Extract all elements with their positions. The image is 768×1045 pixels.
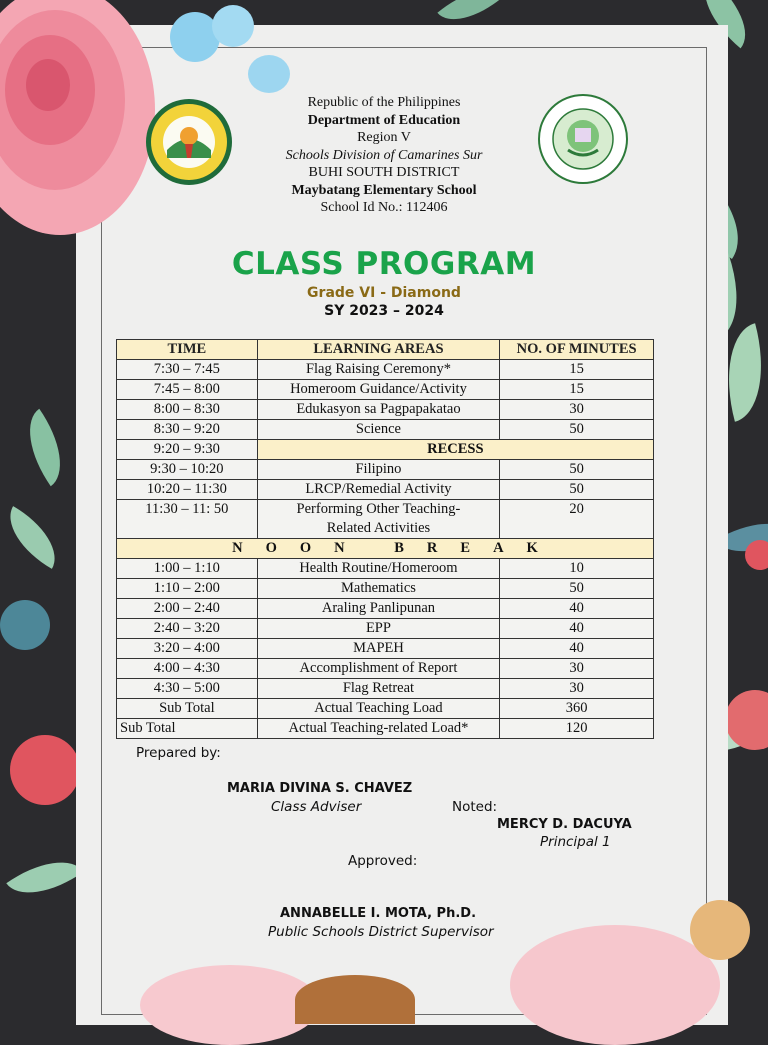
time-cell: 8:00 – 8:30 bbox=[117, 400, 258, 420]
area-cell: Flag Raising Ceremony* bbox=[257, 360, 500, 380]
time-cell: 3:20 – 4:00 bbox=[117, 639, 258, 659]
approved-label: Approved: bbox=[348, 853, 418, 869]
minutes-cell: 30 bbox=[500, 659, 654, 679]
column-header-time: TIME bbox=[117, 340, 258, 360]
grade-section: Grade VI - Diamond bbox=[307, 285, 461, 301]
principal-name: MERCY D. DACUYA bbox=[497, 817, 632, 832]
table-row bbox=[117, 579, 654, 599]
area-cell: Flag Retreat bbox=[257, 679, 500, 699]
area-cell: EPP bbox=[257, 619, 500, 639]
table-row bbox=[117, 500, 654, 539]
red-flower-decoration bbox=[10, 735, 80, 805]
blue-flower-decoration bbox=[212, 5, 254, 47]
column-header-learning-areas: LEARNING AREAS bbox=[257, 340, 500, 360]
area-line: Performing Other Teaching- bbox=[296, 501, 461, 517]
leaf-decoration bbox=[0, 506, 69, 569]
table-row bbox=[117, 460, 654, 480]
minutes-cell: 50 bbox=[500, 460, 654, 480]
table-row bbox=[117, 480, 654, 500]
pink-rose-decoration bbox=[140, 965, 320, 1045]
header-school: Maybatang Elementary School bbox=[291, 182, 477, 198]
header-department: Department of Education bbox=[307, 112, 461, 128]
time-cell: 2:00 – 2:40 bbox=[117, 599, 258, 619]
area-line: Related Activities bbox=[326, 520, 431, 536]
subtotal-row bbox=[117, 699, 654, 719]
area-cell: Edukasyon sa Pagpapakatao bbox=[257, 400, 500, 420]
minutes-cell: 10 bbox=[500, 559, 654, 579]
table-row bbox=[117, 659, 654, 679]
area-cell: Homeroom Guidance/Activity bbox=[257, 380, 500, 400]
minutes-cell: 15 bbox=[500, 380, 654, 400]
time-cell: 4:30 – 5:00 bbox=[117, 679, 258, 699]
header-region: Region V bbox=[357, 130, 411, 145]
area-cell: Araling Panlipunan bbox=[257, 599, 500, 619]
noon-break-row bbox=[117, 539, 654, 559]
leaf-decoration bbox=[6, 843, 83, 912]
supervisor-title: Public Schools District Supervisor bbox=[268, 924, 494, 940]
supervisor-name: ANNABELLE I. MOTA, Ph.D. bbox=[280, 906, 477, 921]
table-row bbox=[117, 559, 654, 579]
page-title: CLASS PROGRAM bbox=[231, 246, 537, 282]
red-flower-decoration bbox=[745, 540, 768, 570]
table-row bbox=[117, 679, 654, 699]
class-schedule-table bbox=[116, 339, 654, 739]
noon-break-label: NOON BREAK bbox=[117, 539, 654, 559]
minutes-cell: 120 bbox=[500, 719, 654, 739]
pink-rose-decoration bbox=[510, 925, 720, 1045]
principal-title: Principal 1 bbox=[540, 834, 611, 850]
time-cell: 7:45 – 8:00 bbox=[117, 380, 258, 400]
header-republic: Republic of the Philippines bbox=[307, 95, 461, 110]
adviser-title: Class Adviser bbox=[271, 799, 362, 815]
leaf-decoration bbox=[690, 900, 750, 960]
area-cell: Mathematics bbox=[257, 579, 500, 599]
minutes-cell: 50 bbox=[500, 579, 654, 599]
time-cell: 4:00 – 4:30 bbox=[117, 659, 258, 679]
subtotal-label: Sub Total bbox=[117, 719, 258, 739]
table-row bbox=[117, 639, 654, 659]
minutes-cell: 30 bbox=[500, 400, 654, 420]
area-cell: Science bbox=[257, 420, 500, 440]
minutes-cell: 360 bbox=[500, 699, 654, 719]
recess-row bbox=[117, 440, 654, 460]
time-cell: 1:10 – 2:00 bbox=[117, 579, 258, 599]
prepared-by-label: Prepared by: bbox=[136, 745, 221, 761]
header-district: BUHI SOUTH DISTRICT bbox=[308, 165, 460, 180]
area-cell: Actual Teaching-related Load* bbox=[257, 719, 500, 739]
table-row bbox=[117, 380, 654, 400]
table-row bbox=[117, 599, 654, 619]
subtotal-row bbox=[117, 719, 654, 739]
table-row bbox=[117, 400, 654, 420]
subtotal-label: Sub Total bbox=[117, 699, 258, 719]
noted-label: Noted: bbox=[452, 799, 498, 815]
area-cell: LRCP/Remedial Activity bbox=[257, 480, 500, 500]
table-header-row bbox=[117, 340, 654, 360]
area-cell: Filipino bbox=[257, 460, 500, 480]
leaf-decoration bbox=[0, 600, 50, 650]
document-header bbox=[0, 94, 768, 217]
area-cell bbox=[257, 500, 500, 539]
time-cell: 1:00 – 1:10 bbox=[117, 559, 258, 579]
header-school-id: School Id No.: 112406 bbox=[320, 200, 448, 215]
recess-label: RECESS bbox=[257, 440, 653, 460]
minutes-cell: 50 bbox=[500, 420, 654, 440]
area-cell: Actual Teaching Load bbox=[257, 699, 500, 719]
header-division: Schools Division of Camarines Sur bbox=[285, 147, 483, 163]
table-row bbox=[117, 360, 654, 380]
time-cell: 7:30 – 7:45 bbox=[117, 360, 258, 380]
time-cell: 2:40 – 3:20 bbox=[117, 619, 258, 639]
minutes-cell: 40 bbox=[500, 599, 654, 619]
time-cell: 10:20 – 11:30 bbox=[117, 480, 258, 500]
table-row bbox=[117, 619, 654, 639]
table-row bbox=[117, 420, 654, 440]
area-cell: Accomplishment of Report bbox=[257, 659, 500, 679]
blue-flower-decoration bbox=[248, 55, 290, 93]
area-cell: Health Routine/Homeroom bbox=[257, 559, 500, 579]
time-cell: 9:30 – 10:20 bbox=[117, 460, 258, 480]
minutes-cell: 40 bbox=[500, 639, 654, 659]
time-cell: 11:30 – 11: 50 bbox=[117, 500, 258, 539]
minutes-cell: 20 bbox=[500, 500, 654, 539]
adviser-name: MARIA DIVINA S. CHAVEZ bbox=[227, 781, 413, 796]
area-cell: MAPEH bbox=[257, 639, 500, 659]
minutes-cell: 15 bbox=[500, 360, 654, 380]
time-cell: 8:30 – 9:20 bbox=[117, 420, 258, 440]
column-header-minutes: NO. OF MINUTES bbox=[500, 340, 654, 360]
minutes-cell: 50 bbox=[500, 480, 654, 500]
time-cell: 9:20 – 9:30 bbox=[117, 440, 258, 460]
leaf-decoration bbox=[295, 975, 415, 1024]
leaf-decoration bbox=[11, 409, 80, 486]
minutes-cell: 30 bbox=[500, 679, 654, 699]
school-year: SY 2023 – 2024 bbox=[324, 303, 444, 319]
minutes-cell: 40 bbox=[500, 619, 654, 639]
